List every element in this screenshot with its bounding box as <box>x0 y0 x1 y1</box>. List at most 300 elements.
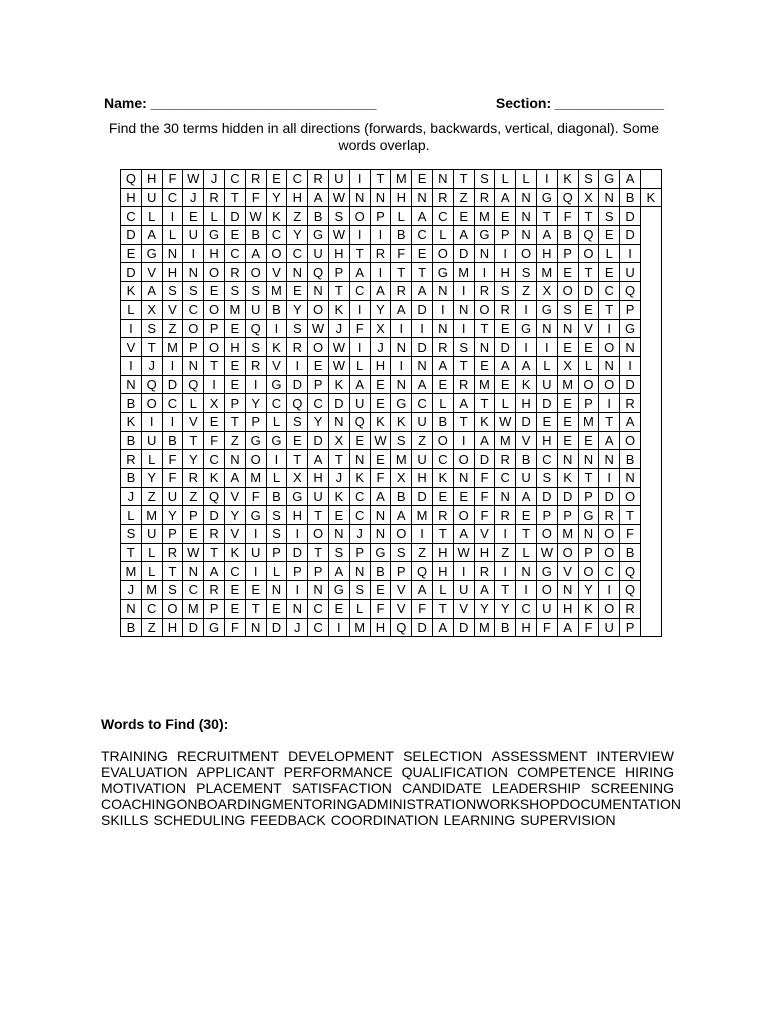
grid-cell: H <box>162 263 183 282</box>
grid-cell: A <box>620 170 641 189</box>
grid-cell: E <box>349 431 370 450</box>
grid-cell: N <box>516 207 537 226</box>
grid-cell: Q <box>204 487 225 506</box>
grid-cell: R <box>599 506 620 525</box>
grid-cell: L <box>141 543 162 562</box>
grid-cell: R <box>474 282 495 301</box>
grid-cell: Q <box>391 618 412 637</box>
grid-cell: P <box>183 506 204 525</box>
word-item: SELECTION <box>403 748 483 764</box>
grid-cell: M <box>121 562 142 581</box>
grid-cell: O <box>245 263 266 282</box>
grid-cell: B <box>620 450 641 469</box>
grid-cell: K <box>640 188 661 207</box>
grid-cell: Q <box>349 412 370 431</box>
grid-cell: T <box>578 207 599 226</box>
grid-cell: R <box>204 581 225 600</box>
grid-cell: S <box>287 412 308 431</box>
grid-cell: N <box>308 282 329 301</box>
grid-cell: K <box>121 412 142 431</box>
grid-cell: G <box>328 581 349 600</box>
grid-cell: T <box>453 170 474 189</box>
grid-cell: T <box>474 319 495 338</box>
grid-cell: R <box>121 450 142 469</box>
grid-cell: J <box>121 581 142 600</box>
grid-cell: N <box>349 562 370 581</box>
grid-cell: W <box>328 188 349 207</box>
grid-cell: I <box>536 170 557 189</box>
grid-cell: T <box>391 263 412 282</box>
grid-cell: C <box>349 487 370 506</box>
grid-cell: A <box>308 188 329 207</box>
grid-cell: D <box>474 450 495 469</box>
grid-cell: D <box>453 618 474 637</box>
grid-cell: I <box>204 375 225 394</box>
grid-cell: B <box>620 188 641 207</box>
grid-cell: Y <box>474 599 495 618</box>
grid-cell: I <box>121 319 142 338</box>
grid-cell: E <box>266 170 287 189</box>
grid-cell: T <box>620 506 641 525</box>
grid-cell: G <box>536 300 557 319</box>
word-item: TRAINING <box>101 748 168 764</box>
grid-cell: I <box>620 356 641 375</box>
grid-row <box>121 188 662 207</box>
grid-cell: H <box>536 431 557 450</box>
word-item: QUALIFICATION <box>401 764 508 780</box>
word-item: INTERVIEW <box>596 748 674 764</box>
grid-cell: Z <box>162 319 183 338</box>
grid-cell: O <box>557 543 578 562</box>
grid-cell: Y <box>308 412 329 431</box>
word-item: SUPERVISION <box>520 812 616 828</box>
grid-cell: A <box>245 244 266 263</box>
grid-cell: C <box>599 282 620 301</box>
grid-cell: H <box>495 263 516 282</box>
grid-cell: C <box>224 562 245 581</box>
grid-cell: I <box>599 581 620 600</box>
grid-cell: C <box>287 170 308 189</box>
grid-cell: H <box>141 170 162 189</box>
grid-cell: R <box>245 170 266 189</box>
grid-cell: I <box>162 356 183 375</box>
grid-cell: A <box>412 282 433 301</box>
grid-cell: N <box>349 188 370 207</box>
grid-cell: D <box>516 412 537 431</box>
grid-cell: I <box>495 562 516 581</box>
grid-cell: M <box>141 581 162 600</box>
grid-cell: U <box>308 487 329 506</box>
grid-cell: I <box>495 244 516 263</box>
grid-cell: C <box>432 450 453 469</box>
word-item: HIRING <box>625 764 674 780</box>
grid-cell: I <box>516 300 537 319</box>
grid-cell: X <box>287 469 308 488</box>
grid-cell: N <box>578 525 599 544</box>
grid-cell: K <box>121 282 142 301</box>
grid-row <box>121 543 662 562</box>
grid-cell: I <box>453 319 474 338</box>
grid-cell: A <box>141 226 162 245</box>
grid-cell: A <box>141 282 162 301</box>
grid-cell: A <box>370 487 391 506</box>
grid-cell: V <box>391 581 412 600</box>
grid-cell: G <box>204 618 225 637</box>
grid-cell: R <box>495 506 516 525</box>
word-item: SCREENING <box>590 780 674 796</box>
grid-cell: R <box>224 263 245 282</box>
grid-cell: N <box>183 562 204 581</box>
grid-row <box>121 282 662 301</box>
grid-row <box>121 412 662 431</box>
grid-cell: D <box>412 300 433 319</box>
grid-cell: H <box>204 244 225 263</box>
grid-cell: H <box>287 188 308 207</box>
word-line <box>101 796 682 812</box>
grid-cell: I <box>183 244 204 263</box>
grid-cell: F <box>578 618 599 637</box>
grid-cell: F <box>162 469 183 488</box>
grid-cell: W <box>183 543 204 562</box>
grid-cell: G <box>245 506 266 525</box>
grid-cell: B <box>308 207 329 226</box>
grid-cell: N <box>536 319 557 338</box>
grid-cell: E <box>224 356 245 375</box>
grid-cell: A <box>412 581 433 600</box>
grid-cell: O <box>620 431 641 450</box>
grid-cell: N <box>557 319 578 338</box>
grid-cell: A <box>599 431 620 450</box>
grid-cell: P <box>620 618 641 637</box>
grid-cell: C <box>536 450 557 469</box>
grid-cell: N <box>495 487 516 506</box>
grid-cell: K <box>328 487 349 506</box>
grid-cell: A <box>432 356 453 375</box>
grid-cell: R <box>495 300 516 319</box>
grid-cell: S <box>328 207 349 226</box>
grid-cell: N <box>391 375 412 394</box>
grid-cell: N <box>287 263 308 282</box>
grid-cell: R <box>432 188 453 207</box>
grid-cell: S <box>224 282 245 301</box>
grid-cell: P <box>578 543 599 562</box>
grid-cell: A <box>328 562 349 581</box>
grid-cell: P <box>578 394 599 413</box>
grid-cell: C <box>183 581 204 600</box>
grid-cell: F <box>245 487 266 506</box>
grid-cell: E <box>287 282 308 301</box>
grid-cell: U <box>183 226 204 245</box>
grid-cell: K <box>204 469 225 488</box>
grid-cell: Q <box>141 375 162 394</box>
grid-cell: V <box>224 487 245 506</box>
grid-cell: O <box>599 525 620 544</box>
grid-cell: J <box>141 356 162 375</box>
grid-cell: H <box>391 188 412 207</box>
grid-cell: C <box>516 599 537 618</box>
grid-cell: R <box>308 170 329 189</box>
grid-cell: E <box>183 525 204 544</box>
grid-cell: O <box>599 599 620 618</box>
grid-cell: R <box>453 375 474 394</box>
grid-cell: U <box>412 450 433 469</box>
grid-cell: P <box>183 338 204 357</box>
grid-cell: I <box>287 525 308 544</box>
grid-cell: G <box>599 170 620 189</box>
word-item: WORKSHOP <box>476 796 560 812</box>
grid-cell: A <box>224 469 245 488</box>
grid-cell: T <box>328 282 349 301</box>
grid-cell: W <box>536 543 557 562</box>
grid-cell: M <box>536 263 557 282</box>
grid-cell: K <box>370 412 391 431</box>
grid-cell: C <box>308 394 329 413</box>
grid-cell: E <box>412 244 433 263</box>
grid-cell: H <box>121 188 142 207</box>
grid-cell: H <box>328 244 349 263</box>
grid-row <box>121 207 662 226</box>
grid-cell: P <box>536 506 557 525</box>
grid-cell: E <box>224 226 245 245</box>
grid-cell: I <box>453 282 474 301</box>
grid-cell: W <box>328 338 349 357</box>
grid-cell: M <box>578 412 599 431</box>
grid-cell: A <box>516 487 537 506</box>
grid-cell: E <box>328 599 349 618</box>
grid-cell: G <box>432 263 453 282</box>
grid-cell: T <box>204 543 225 562</box>
grid-cell: E <box>599 263 620 282</box>
grid-cell: D <box>599 487 620 506</box>
grid-cell: L <box>266 412 287 431</box>
grid-cell: S <box>266 525 287 544</box>
grid-cell: L <box>266 469 287 488</box>
word-item: SCHEDULING <box>153 812 246 828</box>
grid-cell: T <box>432 525 453 544</box>
grid-cell: F <box>224 618 245 637</box>
grid-cell: I <box>266 450 287 469</box>
grid-cell: G <box>245 431 266 450</box>
grid-cell: Q <box>183 375 204 394</box>
name-field-label: Name: _____________________________ <box>104 95 377 111</box>
word-line <box>101 780 674 796</box>
grid-cell: L <box>141 562 162 581</box>
grid-cell: Y <box>224 506 245 525</box>
grid-cell: S <box>578 170 599 189</box>
grid-cell: D <box>162 375 183 394</box>
grid-cell: B <box>162 431 183 450</box>
grid-cell: T <box>287 450 308 469</box>
grid-cell: D <box>536 394 557 413</box>
grid-cell: E <box>224 319 245 338</box>
word-item: DEVELOPMENT <box>288 748 394 764</box>
grid-cell: N <box>578 450 599 469</box>
grid-cell: G <box>266 375 287 394</box>
grid-cell: Q <box>121 170 142 189</box>
grid-cell: W <box>328 226 349 245</box>
grid-cell: Q <box>620 562 641 581</box>
grid-cell: Z <box>412 543 433 562</box>
grid-cell: A <box>620 412 641 431</box>
grid-cell: N <box>121 375 142 394</box>
grid-row <box>121 618 662 637</box>
grid-cell: K <box>391 412 412 431</box>
grid-cell: T <box>412 263 433 282</box>
word-search-grid <box>120 169 662 637</box>
grid-cell: A <box>349 375 370 394</box>
grid-cell: H <box>432 562 453 581</box>
grid-cell: S <box>245 338 266 357</box>
grid-cell: A <box>453 226 474 245</box>
grid-cell: L <box>599 244 620 263</box>
grid-cell: L <box>121 300 142 319</box>
grid-cell: R <box>620 394 641 413</box>
grid-cell: V <box>578 319 599 338</box>
grid-cell: C <box>224 170 245 189</box>
grid-cell: E <box>557 394 578 413</box>
grid-cell: O <box>453 506 474 525</box>
grid-cell: F <box>474 487 495 506</box>
grid-cell: U <box>328 170 349 189</box>
grid-cell: T <box>308 506 329 525</box>
grid-cell: A <box>453 394 474 413</box>
grid-cell: N <box>370 506 391 525</box>
grid-cell: J <box>370 338 391 357</box>
grid-cell: S <box>557 300 578 319</box>
grid-cell: I <box>432 300 453 319</box>
grid-cell: I <box>391 356 412 375</box>
grid-cell: N <box>224 450 245 469</box>
word-item: SATISFACTION <box>291 780 392 796</box>
grid-cell: P <box>224 394 245 413</box>
grid-cell: S <box>141 319 162 338</box>
grid-cell: O <box>432 431 453 450</box>
word-list <box>101 748 682 828</box>
grid-cell: I <box>370 226 391 245</box>
grid-row <box>121 375 662 394</box>
grid-cell: U <box>536 375 557 394</box>
grid-cell: D <box>620 207 641 226</box>
grid-cell: I <box>453 562 474 581</box>
grid-cell: H <box>516 394 537 413</box>
grid-cell: E <box>495 207 516 226</box>
grid-cell: D <box>557 487 578 506</box>
grid-cell: L <box>162 226 183 245</box>
grid-cell: E <box>370 394 391 413</box>
grid-cell: P <box>308 562 329 581</box>
grid-cell: E <box>453 487 474 506</box>
grid-cell: N <box>121 599 142 618</box>
grid-cell: O <box>432 244 453 263</box>
grid-cell: D <box>121 226 142 245</box>
grid-cell: E <box>266 599 287 618</box>
grid-cell: C <box>204 450 225 469</box>
grid-cell: E <box>287 431 308 450</box>
grid-cell: G <box>141 244 162 263</box>
grid-cell: O <box>391 525 412 544</box>
grid-cell: E <box>412 170 433 189</box>
grid-cell: K <box>266 338 287 357</box>
grid-cell: H <box>432 543 453 562</box>
grid-cell: H <box>224 338 245 357</box>
grid-cell: Y <box>578 581 599 600</box>
grid-cell: D <box>453 244 474 263</box>
grid-cell: G <box>287 487 308 506</box>
grid-cell: I <box>453 431 474 450</box>
word-item: SKILLS <box>101 812 149 828</box>
grid-cell: E <box>557 412 578 431</box>
word-item: CANDIDATE <box>402 780 482 796</box>
grid-cell: N <box>162 244 183 263</box>
grid-cell: B <box>370 562 391 581</box>
grid-cell: I <box>474 263 495 282</box>
grid-cell: R <box>287 338 308 357</box>
grid-cell: T <box>121 543 142 562</box>
grid-cell: E <box>495 319 516 338</box>
grid-cell: F <box>391 244 412 263</box>
grid-cell: D <box>121 263 142 282</box>
grid-cell: P <box>204 319 225 338</box>
grid-cell: N <box>516 188 537 207</box>
grid-cell: O <box>245 450 266 469</box>
word-item: COMPETENCE <box>517 764 616 780</box>
grid-cell: Q <box>557 188 578 207</box>
grid-cell: E <box>370 450 391 469</box>
grid-cell: I <box>495 525 516 544</box>
grid-cell: O <box>620 487 641 506</box>
grid-cell: X <box>204 394 225 413</box>
grid-cell: O <box>162 599 183 618</box>
grid-cell: C <box>224 244 245 263</box>
grid-cell: Z <box>453 188 474 207</box>
grid-cell: A <box>557 618 578 637</box>
grid-cell: T <box>224 188 245 207</box>
grid-cell: N <box>599 356 620 375</box>
grid-cell: Z <box>287 207 308 226</box>
grid-cell: O <box>453 450 474 469</box>
grid-cell: B <box>391 226 412 245</box>
grid-cell: L <box>516 543 537 562</box>
word-item: MENTORING <box>272 796 358 812</box>
grid-cell: P <box>328 263 349 282</box>
grid-cell: U <box>516 469 537 488</box>
grid-cell: C <box>141 599 162 618</box>
grid-cell: P <box>308 375 329 394</box>
grid-cell: T <box>328 450 349 469</box>
word-item: FEEDBACK <box>250 812 326 828</box>
grid-cell: E <box>578 300 599 319</box>
grid-cell: M <box>245 469 266 488</box>
grid-cell: O <box>536 525 557 544</box>
grid-cell: L <box>349 599 370 618</box>
grid-row <box>121 394 662 413</box>
grid-cell: S <box>536 469 557 488</box>
grid-cell: E <box>121 244 142 263</box>
word-item: LEARNING <box>443 812 516 828</box>
grid-cell: T <box>578 263 599 282</box>
grid-cell: Y <box>495 599 516 618</box>
grid-cell: Y <box>287 226 308 245</box>
grid-cell: P <box>162 525 183 544</box>
grid-cell: F <box>557 207 578 226</box>
grid-cell: E <box>204 282 225 301</box>
grid-cell: N <box>599 188 620 207</box>
grid-cell: T <box>453 412 474 431</box>
word-item: ADMINISTRATION <box>357 796 477 812</box>
grid-row <box>121 525 662 544</box>
grid-cell: V <box>516 431 537 450</box>
grid-cell: E <box>557 338 578 357</box>
